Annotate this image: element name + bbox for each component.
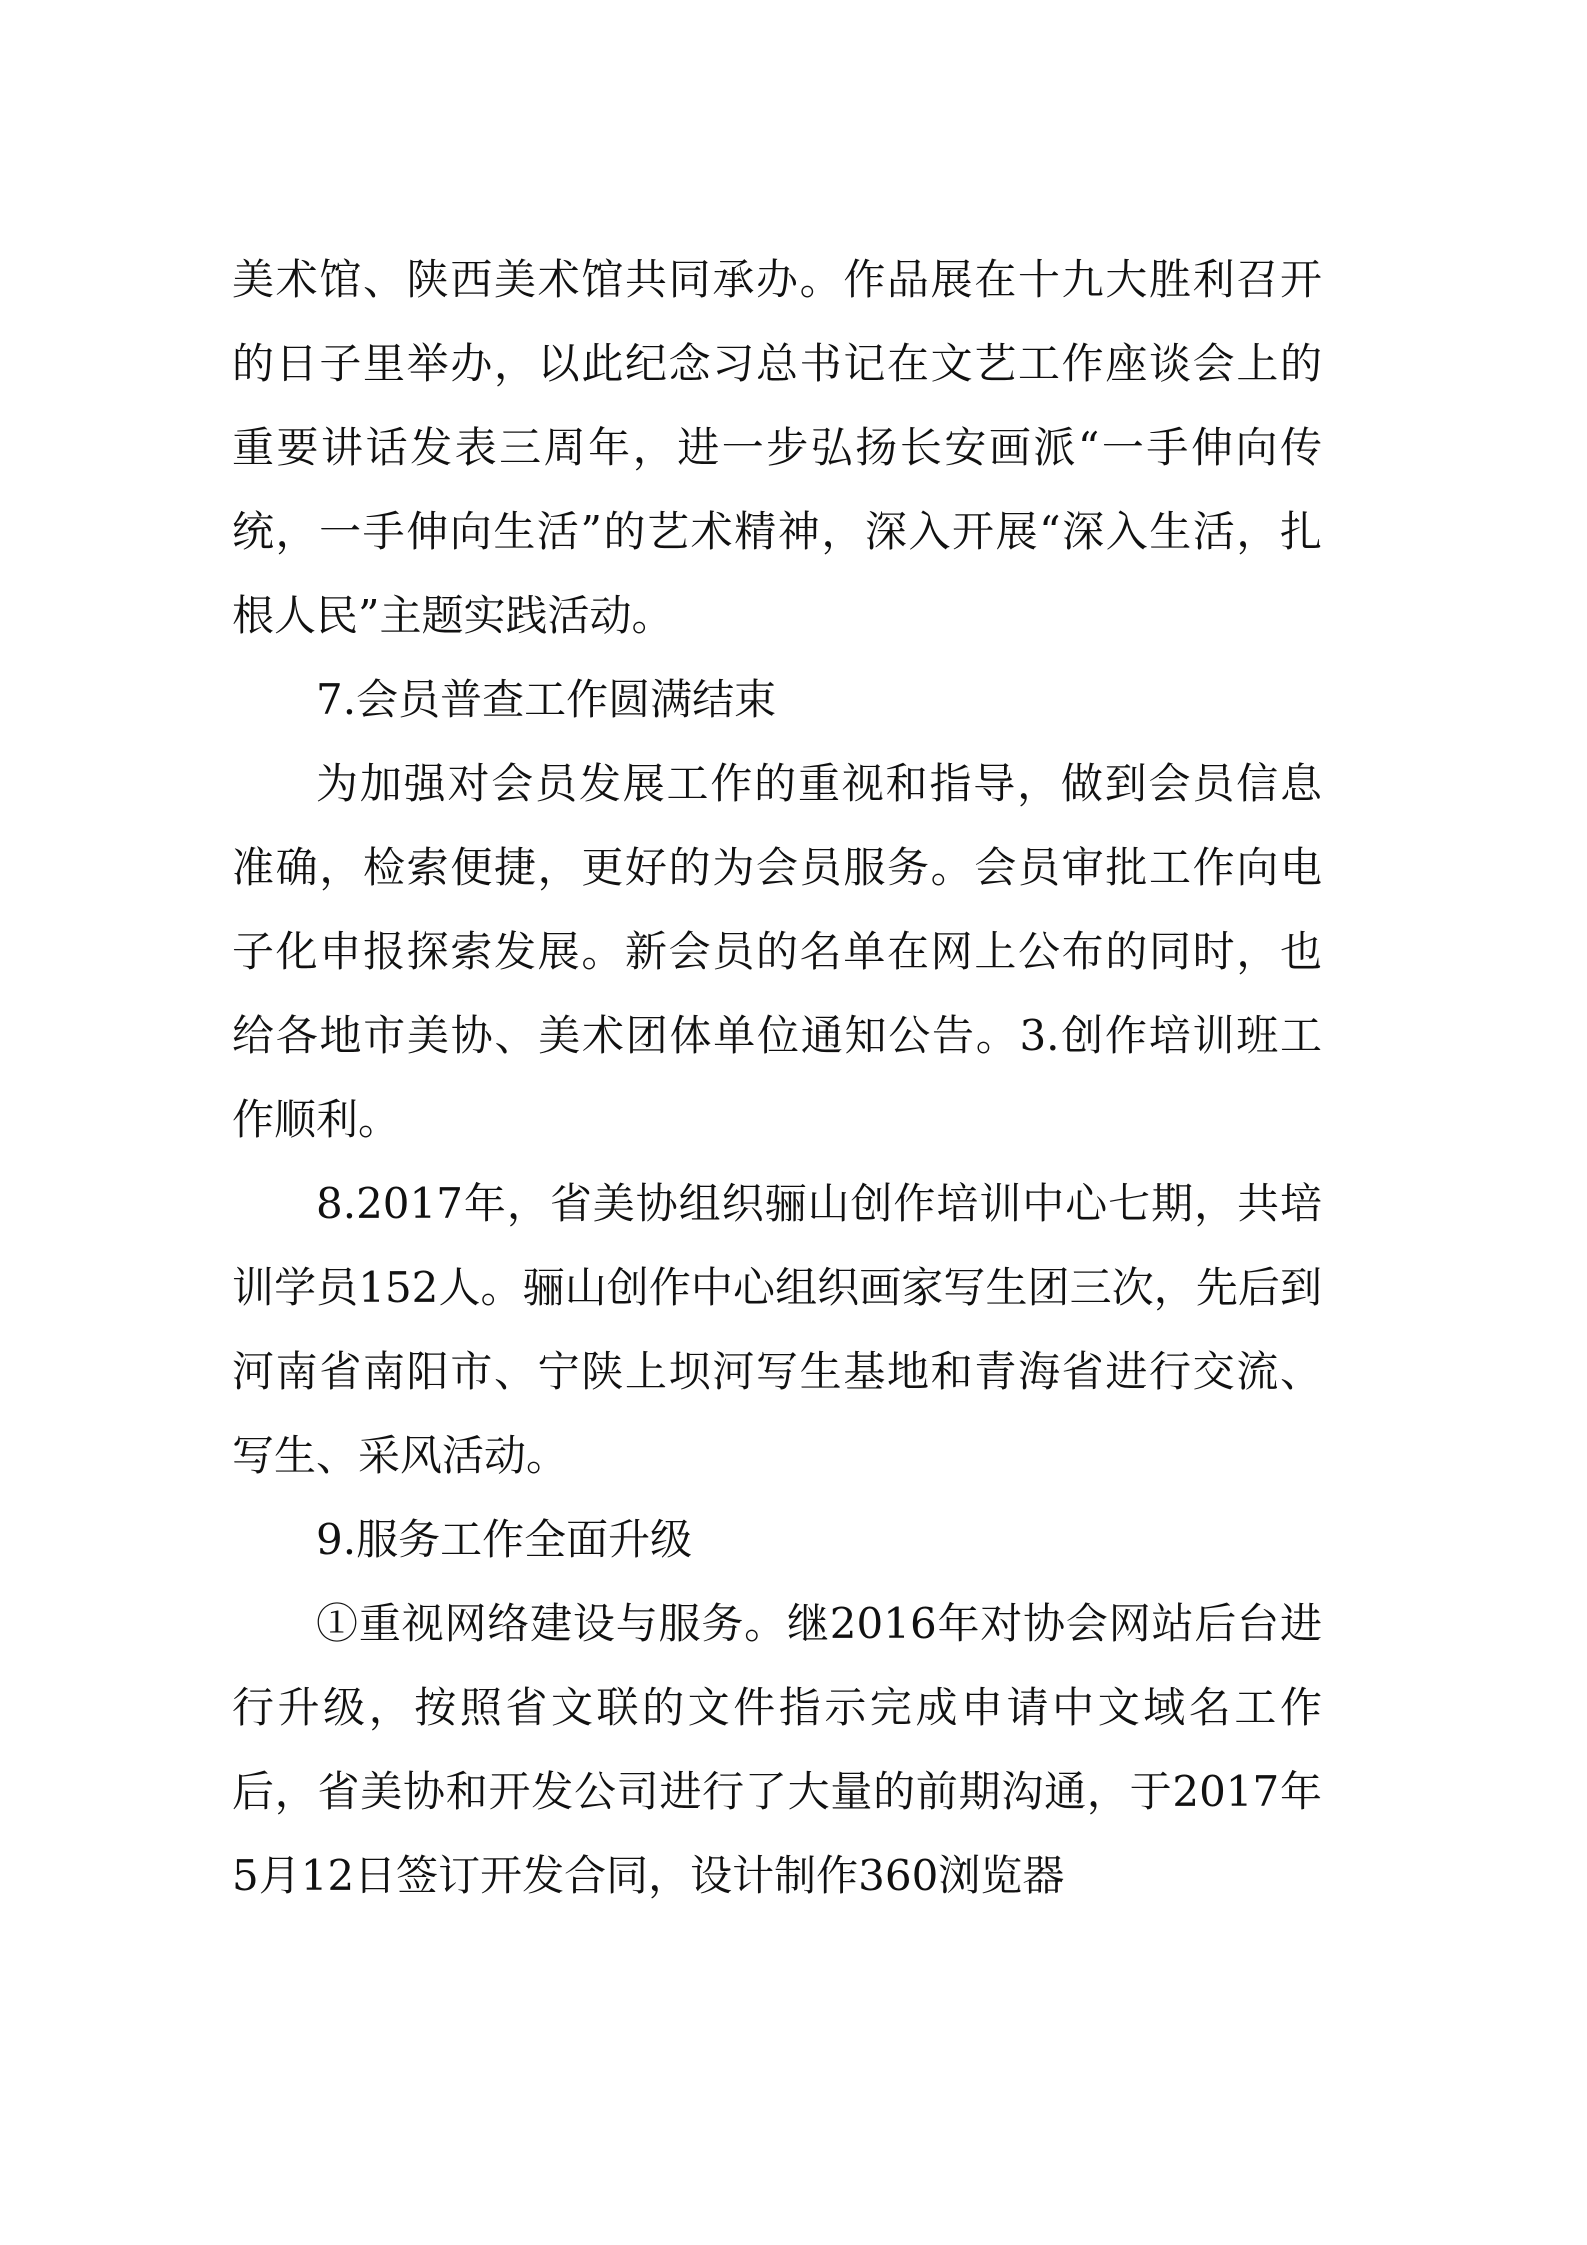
paragraph-continuation: 美术馆、陕西美术馆共同承办。作品展在十九大胜利召开的日子里举办，以此纪念习总书记在文艺工作座谈会上的重要讲话发表三周年，进一步弘扬长安画派“一手伸向传统，一手伸向生活”的艺术精神，深入开展“深入生活，扎根人民”主题实践活动。 xyxy=(232,255,1322,640)
paragraph-member-survey: 为加强对会员发展工作的重视和指导，做到会员信息准确，检索便捷，更好的为会员服务。会员审批工作向电子化申报探索发展。新会员的名单在网上公布的同时，也给各地市美协、美术团体单位通知公告。3.创作培训班工作顺利。 xyxy=(232,759,1322,1144)
paragraph-network-service: ①重视网络建设与服务。继2016年对协会网站后台进行升级，按照省文联的文件指示完成申请中文域名工作后，省美协和开发公司进行了大量的前期沟通，于2017年5月12日签订开发合同，设计制作360浏览器 xyxy=(232,1599,1322,1900)
document-body xyxy=(232,238,1322,1918)
section-heading-9: 9.服务工作全面升级 xyxy=(316,1515,693,1564)
paragraph-training-center: 8.2017年，省美协组织骊山创作培训中心七期，共培训学员152人。骊山创作中心组织画家写生团三次，先后到河南省南阳市、宁陕上坝河写生基地和青海省进行交流、写生、采风活动。 xyxy=(232,1179,1322,1480)
section-heading-7: 7.会员普查工作圆满结束 xyxy=(316,675,777,724)
